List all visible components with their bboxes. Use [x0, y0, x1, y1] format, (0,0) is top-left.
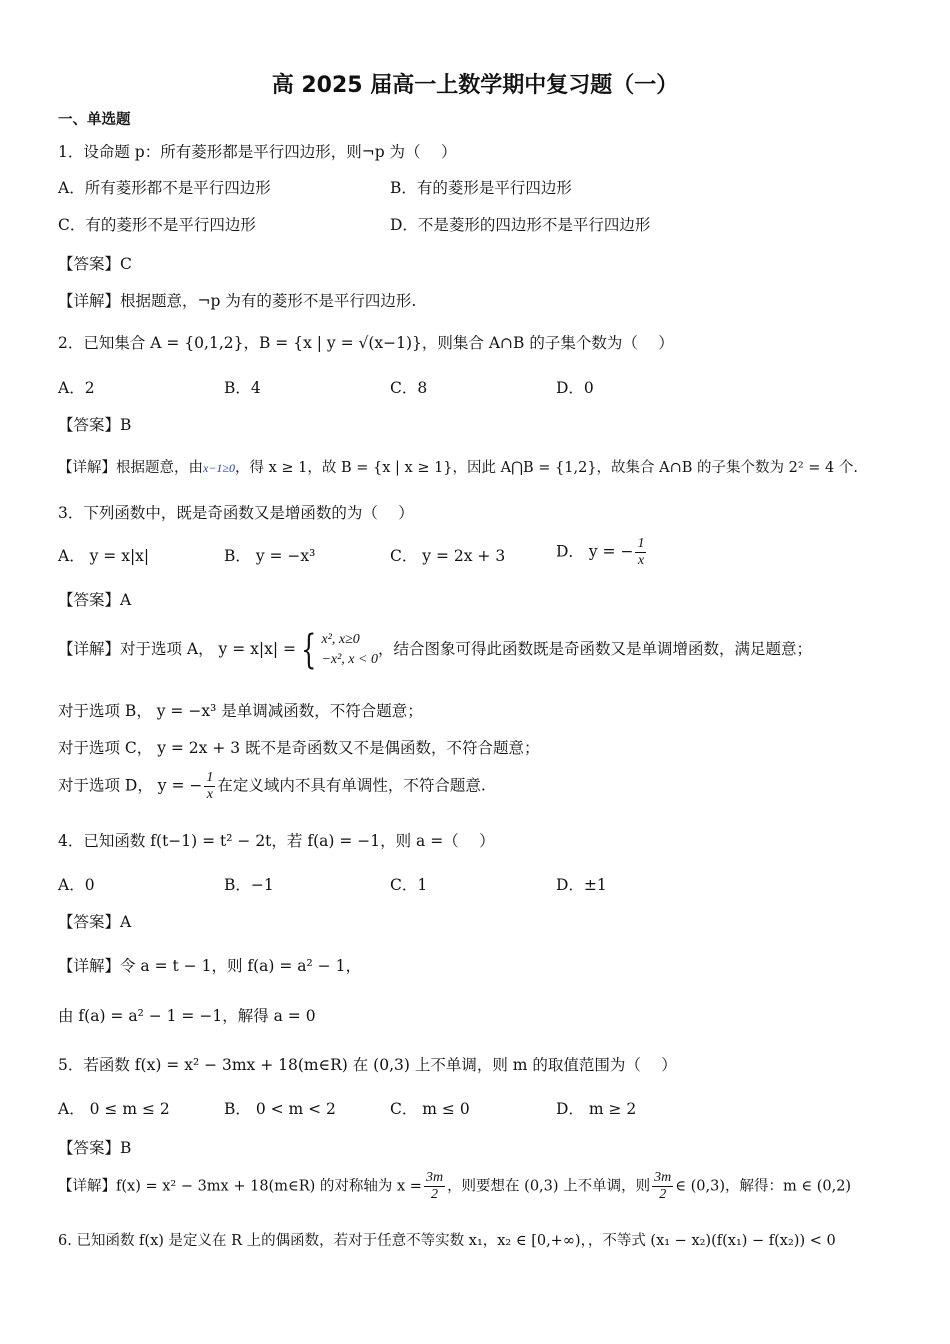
question-2-detail	[58, 457, 858, 479]
question-1-detail: 【详解】根据题意，¬p 为有的菱形不是平行四边形.	[58, 292, 417, 310]
question-1-option-b: B．有的菱形是平行四边形	[390, 179, 572, 197]
question-3-detail	[58, 627, 812, 673]
section-heading: 一、单选题	[58, 112, 131, 128]
fraction-numerator: 1	[206, 770, 214, 785]
question-4-answer: 【答案】A	[58, 913, 132, 931]
question-4-detail-2: 由 f(a) = a² − 1 = −1，解得 a = 0	[58, 1007, 316, 1025]
question-3-option-d-prefix: D． y = −	[556, 542, 634, 561]
question-1-option-d: D．不是菱形的四边形不是平行四边形	[390, 216, 651, 234]
question-4-option-a: A．0	[58, 876, 95, 894]
question-2-detail-lead: 【详解】根据题意，由	[58, 460, 203, 476]
fraction-denominator: x	[206, 787, 213, 802]
question-1-answer: 【答案】C	[58, 255, 132, 273]
question-3-line-d-prefix: 对于选项 D， y = −	[58, 776, 203, 795]
question-5-option-d: D． m ≥ 2	[556, 1100, 637, 1118]
fraction-denominator: 2	[659, 1187, 667, 1202]
question-3-line-d	[58, 770, 486, 803]
question-4-stem: 4．已知函数 f(t−1) = t² − 2t，若 f(a) = −1，则 a =（ ）	[58, 832, 495, 850]
question-3-answer: 【答案】A	[58, 591, 132, 609]
question-6-stem: 6. 已知函数 f(x) 是定义在 R 上的偶函数，若对于任意不等实数 x₁，x₂ ∈ [0,+∞)，，不等式 (x₁ − x₂)(f(x₁) − f(x₂)) < 0	[58, 1233, 836, 1249]
question-3-option-b: B． y = −x³	[224, 547, 316, 565]
question-5-option-b: B． 0 < m < 2	[224, 1100, 336, 1118]
question-1-option-c: C．有的菱形不是平行四边形	[58, 216, 256, 234]
fraction-denominator: x	[637, 553, 645, 568]
question-3-detail-lead: 【详解】对于选项 A， y = x|x| =	[58, 640, 296, 658]
question-2-option-b: B．4	[224, 379, 261, 397]
question-5-detail-end: ∈ (0,3)，解得：m ∈ (0,2)	[675, 1178, 852, 1195]
question-3-line-c: 对于选项 C， y = 2x + 3 既不是奇函数又不是偶函数，不符合题意；	[58, 739, 540, 757]
question-2-answer: 【答案】B	[58, 416, 132, 434]
question-5-option-c: C． m ≤ 0	[390, 1100, 470, 1118]
question-3-line-d-suffix: 在定义域内不具有单调性，不符合题意.	[217, 776, 486, 795]
piecewise-cases	[321, 630, 378, 670]
question-3-detail-rest: ，结合图象可得此函数既是奇函数又是单调增函数，满足题意；	[377, 640, 812, 658]
question-4-option-c: C．1	[390, 876, 428, 894]
question-2-stem: 2．已知集合 A = {0,1,2}，B = {x | y = √(x−1)}，则集合 A∩B 的子集个数为（ ）	[58, 334, 674, 352]
question-2-option-d: D．0	[556, 379, 594, 397]
question-1-stem: 1．设命题 p：所有菱形都是平行四边形，则¬p 为（ ）	[58, 143, 457, 161]
fraction-numerator: 1	[637, 536, 645, 551]
question-4-option-b: B．−1	[224, 876, 274, 894]
question-5-option-a: A． 0 ≤ m ≤ 2	[58, 1100, 170, 1118]
fraction	[635, 536, 646, 569]
fraction-numerator: 3m	[425, 1170, 444, 1185]
question-3-option-a: A． y = x|x|	[58, 547, 150, 565]
left-brace: {	[301, 627, 317, 673]
case-2: −x², x < 0	[321, 652, 378, 667]
question-4-option-d: D．±1	[556, 876, 607, 894]
question-5-detail-mid: ，则要想在 (0,3) 上不单调，则	[447, 1178, 651, 1195]
fraction	[652, 1170, 673, 1203]
question-1-option-a: A．所有菱形都不是平行四边形	[58, 179, 271, 197]
question-3-line-b: 对于选项 B， y = −x³ 是单调减函数，不符合题意；	[58, 702, 423, 720]
case-1: x², x≥0	[321, 632, 360, 647]
question-3-stem: 3．下列函数中，既是奇函数又是增函数的为（ ）	[58, 504, 414, 522]
question-3-option-d	[556, 536, 648, 569]
question-5-detail	[58, 1170, 851, 1203]
question-2-condition: x−1≥0	[203, 461, 236, 475]
question-4-detail: 【详解】令 a = t − 1，则 f(a) = a² − 1，	[58, 957, 361, 975]
fraction-denominator: 2	[431, 1187, 438, 1202]
fraction	[424, 1170, 445, 1203]
fraction	[204, 770, 215, 803]
question-5-answer: 【答案】B	[58, 1139, 132, 1157]
fraction-numerator: 3m	[654, 1170, 672, 1185]
question-3-option-c: C． y = 2x + 3	[390, 547, 506, 565]
question-2-option-c: C．8	[390, 379, 428, 397]
page-title: 高 2025 届高一上数学期中复习题（一）	[271, 73, 679, 98]
question-5-detail-lead: 【详解】f(x) = x² − 3mx + 18(m∈R) 的对称轴为 x =	[58, 1178, 422, 1195]
question-2-detail-rest: ，得 x ≥ 1，故 B = {x | x ≥ 1}，因此 A⋂B = {1,2}，故集合 A∩B 的子集个数为 2² = 4 个.	[235, 460, 858, 476]
question-2-option-a: A．2	[58, 379, 95, 397]
question-5-stem: 5．若函数 f(x) = x² − 3mx + 18(m∈R) 在 (0,3) 上不单调，则 m 的取值范围为（ ）	[58, 1056, 677, 1074]
